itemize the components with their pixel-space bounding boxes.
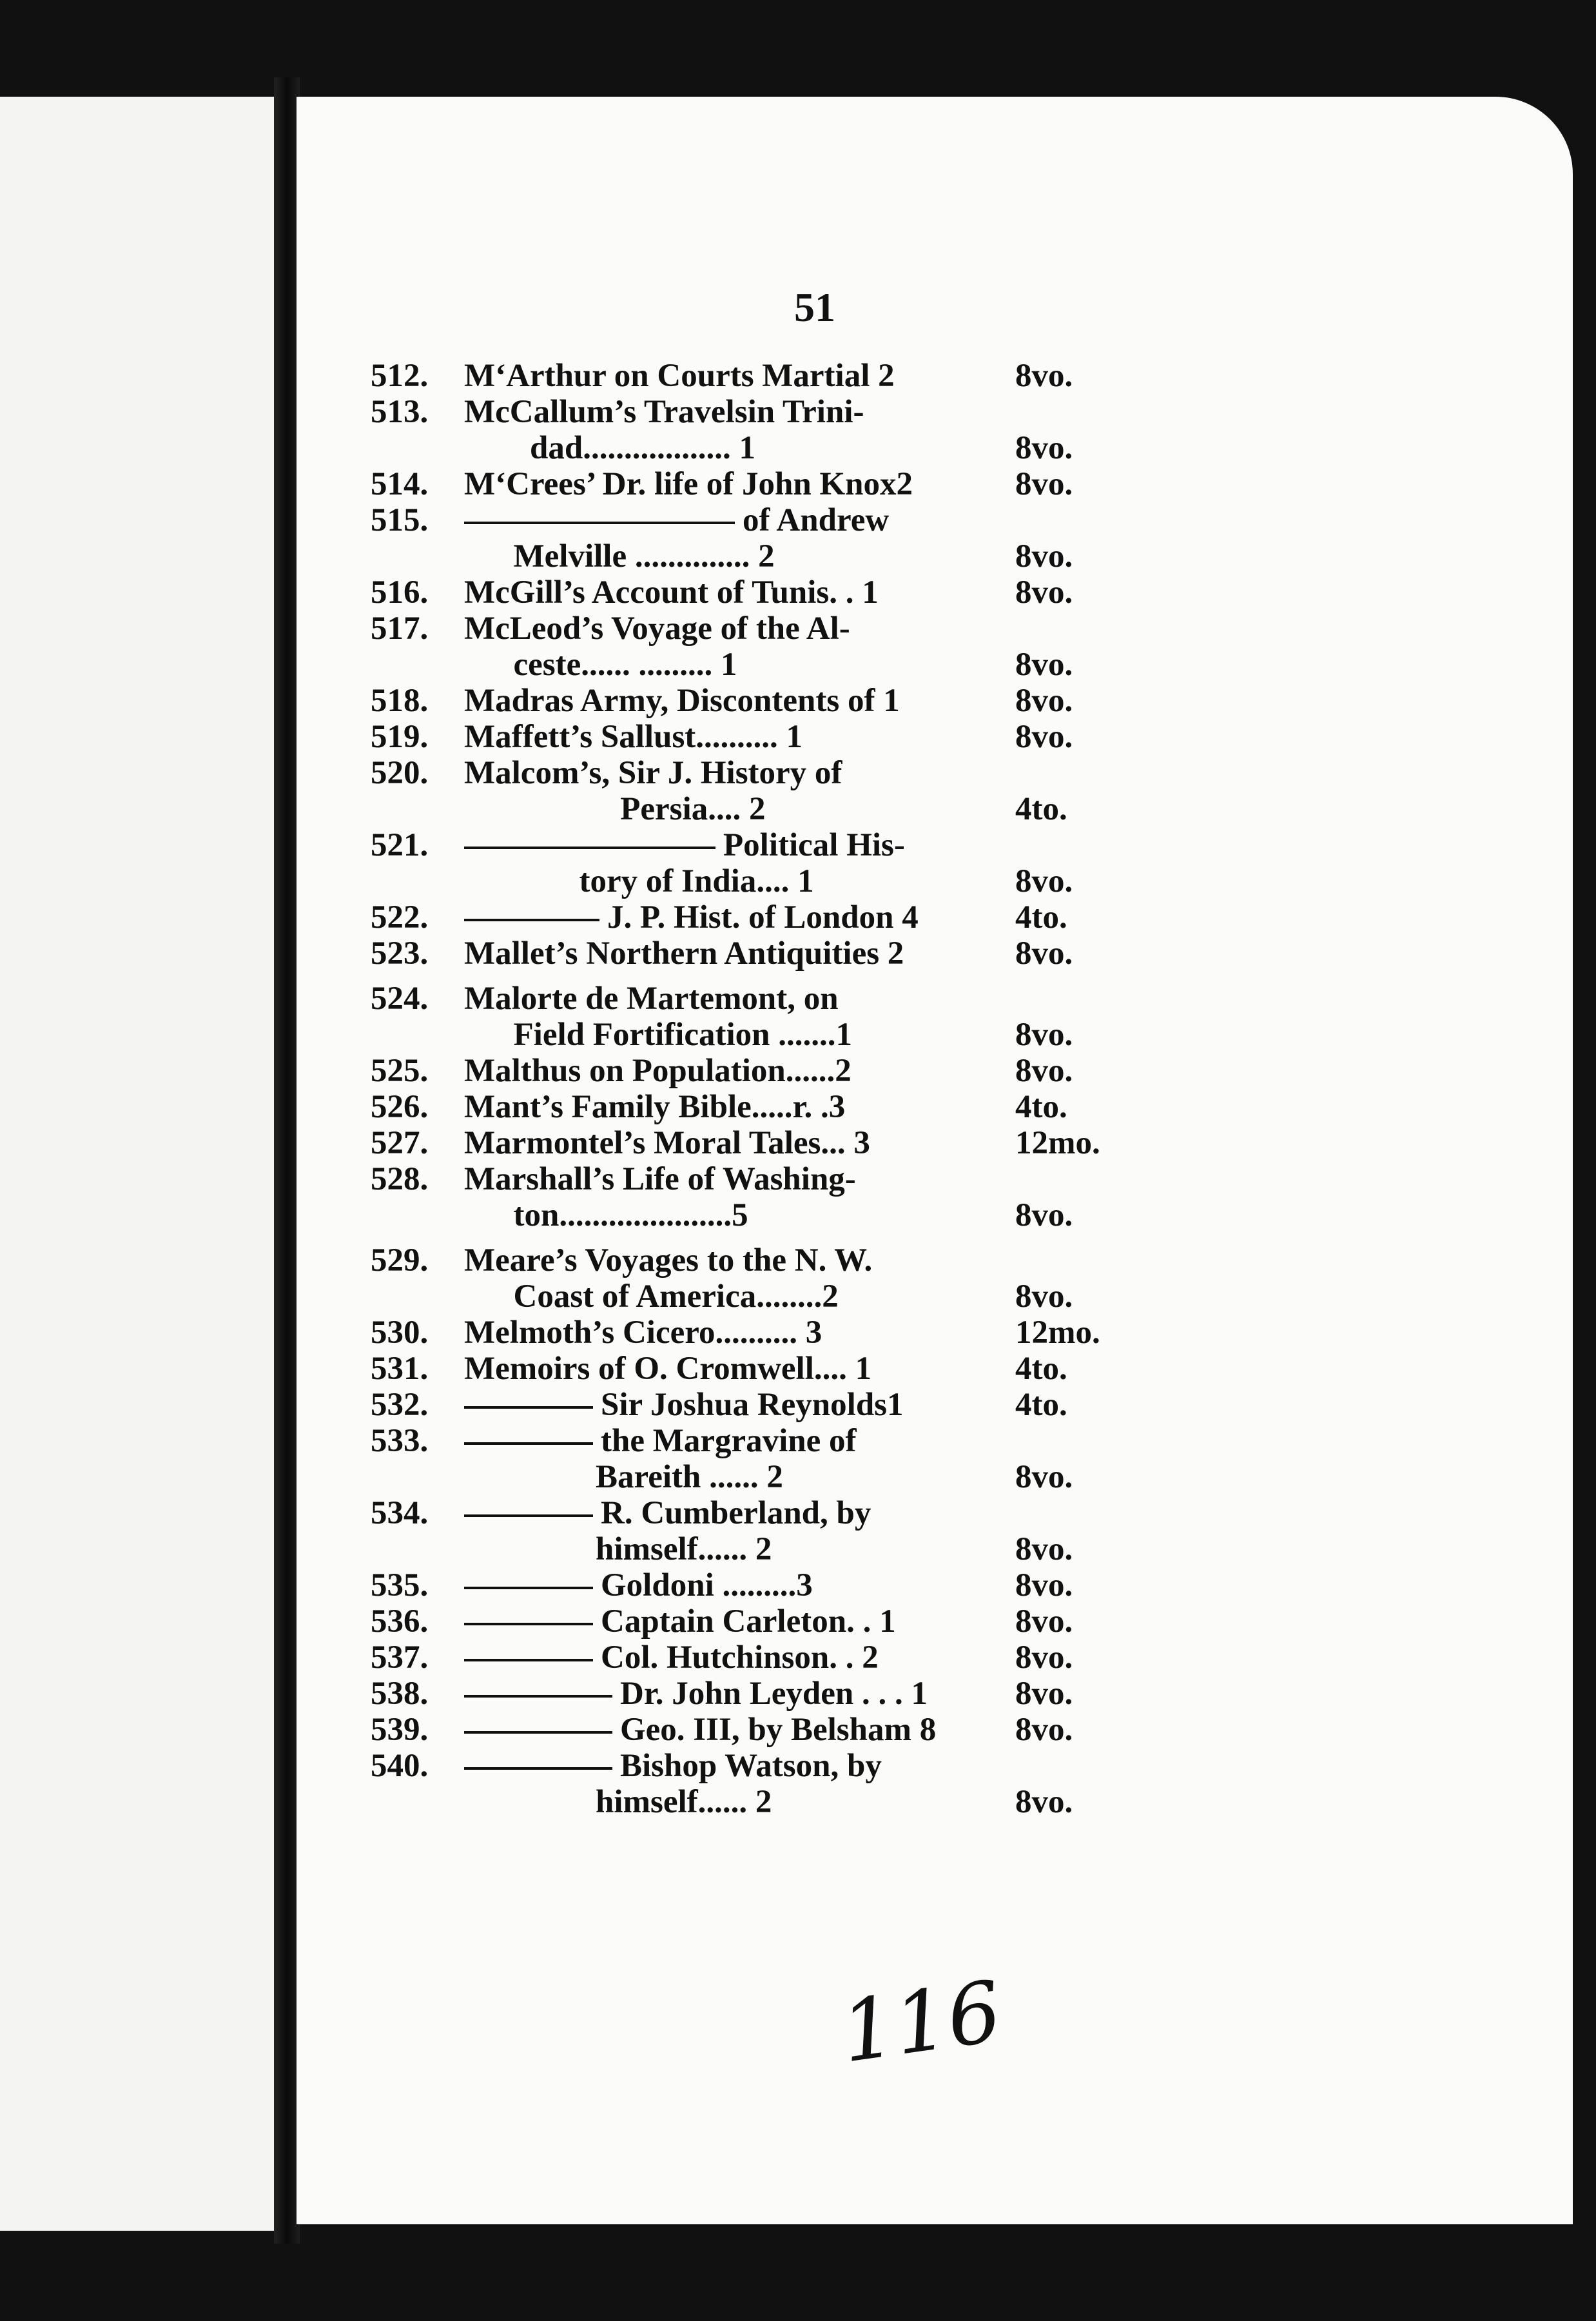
entry-format: 8vo. xyxy=(1015,1017,1073,1053)
entry-title-text: J. P. Hist. of London 4 xyxy=(607,899,919,935)
entry-format xyxy=(1009,502,1105,538)
entry-format xyxy=(1009,981,1105,1017)
entry-number: 519. xyxy=(371,719,429,755)
ditto-rule xyxy=(464,919,599,921)
entry-title-text: M‘Crees’ Dr. life of John Knox2 xyxy=(464,466,913,502)
entry-format: 8vo. xyxy=(1015,863,1073,899)
entry-number: 537. xyxy=(371,1640,429,1676)
entry-format: 8vo. xyxy=(1015,647,1073,683)
catalog-entry xyxy=(371,1712,1105,1748)
entry-title-text: himself...... 2 xyxy=(464,1784,772,1820)
entry-format xyxy=(1009,1423,1105,1459)
catalog-entry xyxy=(371,683,1105,719)
entry-title xyxy=(464,1459,1009,1495)
entry-title xyxy=(464,1676,1009,1712)
catalog-entry xyxy=(371,1423,1105,1459)
entry-title xyxy=(464,647,1009,683)
entry-format xyxy=(1009,1495,1105,1531)
catalog-entry xyxy=(371,1351,1105,1387)
entry-number: 530. xyxy=(371,1315,429,1351)
entry-title xyxy=(464,1712,1009,1748)
entry-format: 8vo. xyxy=(1015,719,1073,755)
ditto-rule xyxy=(464,1587,593,1589)
entry-title-text: Marmontel’s Moral Tales... 3 xyxy=(464,1125,870,1161)
entry-format: 4to. xyxy=(1015,791,1067,827)
catalog-entry xyxy=(371,1161,1105,1197)
entry-title-text: the Margravine of xyxy=(601,1423,857,1459)
entry-format xyxy=(1009,755,1105,791)
entry-number: 528. xyxy=(371,1161,429,1197)
entry-format: 4to. xyxy=(1015,1387,1067,1423)
entry-format: 8vo. xyxy=(1015,935,1073,972)
entry-title-text: Madras Army, Discontents of 1 xyxy=(464,683,900,719)
entry-format: 8vo. xyxy=(1015,358,1073,394)
entry-number: 516. xyxy=(371,574,429,611)
entry-format: 8vo. xyxy=(1015,538,1073,574)
entry-title xyxy=(464,1161,1009,1197)
catalog-entry xyxy=(371,755,1105,791)
entry-number: 540. xyxy=(371,1748,429,1784)
entry-title-text: dad.................. 1 xyxy=(464,430,755,466)
entry-number: 529. xyxy=(371,1242,429,1278)
entry-number: 538. xyxy=(371,1676,429,1712)
entry-title-text: Dr. John Leyden . . . 1 xyxy=(620,1676,928,1712)
catalog-entry xyxy=(371,502,1105,538)
catalog-entry xyxy=(371,538,1105,574)
entry-format xyxy=(1009,827,1105,863)
entry-title-text: McGill’s Account of Tunis. . 1 xyxy=(464,574,879,611)
ditto-rule xyxy=(464,1767,612,1770)
entry-title xyxy=(464,1197,1009,1233)
catalog-entry xyxy=(371,1748,1105,1784)
entry-number: 533. xyxy=(371,1423,429,1459)
entry-number: 513. xyxy=(371,394,429,430)
entry-title xyxy=(464,719,1009,755)
entry-title xyxy=(464,358,1009,394)
entry-title-text: Melmoth’s Cicero.......... 3 xyxy=(464,1315,822,1351)
ditto-rule xyxy=(464,1514,593,1517)
entry-title xyxy=(464,1531,1009,1567)
entry-title xyxy=(464,1351,1009,1387)
entry-number: 517. xyxy=(371,611,429,647)
entry-title-text: ceste...... ......... 1 xyxy=(464,647,737,683)
entry-format xyxy=(1009,1748,1105,1784)
ditto-rule xyxy=(464,522,735,524)
catalog-entry xyxy=(371,1603,1105,1640)
facing-page xyxy=(0,97,274,2231)
catalog-entry xyxy=(371,358,1105,394)
catalog-entry xyxy=(371,1531,1105,1567)
ditto-rule xyxy=(464,1623,593,1625)
entry-title-text: R. Cumberland, by xyxy=(601,1495,871,1531)
entry-number: 518. xyxy=(371,683,429,719)
entry-title xyxy=(464,611,1009,647)
entry-title xyxy=(464,1053,1009,1089)
ditto-rule xyxy=(464,1406,593,1409)
entry-title-text: Bishop Watson, by xyxy=(620,1748,882,1784)
entry-title xyxy=(464,1784,1009,1820)
catalog-entry xyxy=(371,1315,1105,1351)
ditto-rule xyxy=(464,1442,593,1445)
entry-format: 4to. xyxy=(1015,1089,1067,1125)
entry-title-text: Goldoni .........3 xyxy=(601,1567,813,1603)
catalog-entry xyxy=(371,647,1105,683)
entry-title xyxy=(464,683,1009,719)
catalog-entry xyxy=(371,791,1105,827)
catalog-entry xyxy=(371,394,1105,430)
entry-title xyxy=(464,1640,1009,1676)
entry-format: 8vo. xyxy=(1015,1784,1073,1820)
entry-title xyxy=(464,1495,1009,1531)
entry-title-text: tory of India.... 1 xyxy=(464,863,814,899)
entry-title-text: Maffett’s Sallust.......... 1 xyxy=(464,719,803,755)
entry-title xyxy=(464,430,1009,466)
entry-title xyxy=(464,1423,1009,1459)
catalog-entry xyxy=(371,1495,1105,1531)
entry-title-text: Bareith ...... 2 xyxy=(464,1459,783,1495)
entry-number: 512. xyxy=(371,358,429,394)
entry-title xyxy=(464,502,1009,538)
entry-number: 527. xyxy=(371,1125,429,1161)
catalog-list xyxy=(371,358,1105,1820)
entry-title xyxy=(464,1278,1009,1315)
entry-number: 536. xyxy=(371,1603,429,1640)
entry-format: 8vo. xyxy=(1015,466,1073,502)
catalog-entry xyxy=(371,430,1105,466)
catalog-entry xyxy=(371,899,1105,935)
catalog-entry xyxy=(371,1197,1105,1233)
entry-title-text: Malthus on Population......2 xyxy=(464,1053,852,1089)
entry-title xyxy=(464,1387,1009,1423)
catalog-entry xyxy=(371,1125,1105,1161)
entry-number: 539. xyxy=(371,1712,429,1748)
entry-title-text: M‘Arthur on Courts Martial 2 xyxy=(464,358,895,394)
entry-title-text: Melville .............. 2 xyxy=(464,538,775,574)
catalog-entry xyxy=(371,1459,1105,1495)
entry-title-text: Sir Joshua Reynolds1 xyxy=(601,1387,904,1423)
entry-title-text: McLeod’s Voyage of the Al- xyxy=(464,611,850,647)
catalog-entry xyxy=(371,1053,1105,1089)
entry-title-text: Mallet’s Northern Antiquities 2 xyxy=(464,935,904,972)
entry-number: 532. xyxy=(371,1387,429,1423)
ditto-rule xyxy=(464,1695,612,1698)
entry-title-text: Coast of America........2 xyxy=(464,1278,839,1315)
entry-format: 8vo. xyxy=(1015,574,1073,611)
page-number: 51 xyxy=(794,284,835,330)
catalog-entry xyxy=(371,574,1105,611)
entry-title-text: Geo. III, by Belsham 8 xyxy=(620,1712,937,1748)
entry-number: 520. xyxy=(371,755,429,791)
handwritten-annotation: 116 xyxy=(835,1962,1007,2082)
entry-format: 8vo. xyxy=(1015,1603,1073,1640)
entry-title-text: Captain Carleton. . 1 xyxy=(601,1603,896,1640)
catalog-entry xyxy=(371,863,1105,899)
entry-title-text: Field Fortification .......1 xyxy=(464,1017,852,1053)
catalog-entry xyxy=(371,935,1105,972)
entry-title-text: Political His- xyxy=(723,827,905,863)
catalog-entry xyxy=(371,1017,1105,1053)
entry-format: 8vo. xyxy=(1015,1459,1073,1495)
catalog-entry xyxy=(371,611,1105,647)
catalog-entry xyxy=(371,1640,1105,1676)
entry-title xyxy=(464,1089,1009,1125)
entry-format: 8vo. xyxy=(1015,683,1073,719)
entry-title-text: Marshall’s Life of Washing- xyxy=(464,1161,856,1197)
entry-format: 8vo. xyxy=(1015,1640,1073,1676)
entry-title xyxy=(464,466,1009,502)
entry-title xyxy=(464,1242,1009,1278)
entry-format: 8vo. xyxy=(1015,430,1073,466)
entry-title-text: Malorte de Martemont, on xyxy=(464,981,839,1017)
entry-format: 8vo. xyxy=(1015,1531,1073,1567)
entry-number: 525. xyxy=(371,1053,429,1089)
entry-title xyxy=(464,863,1009,899)
book-gutter xyxy=(274,77,300,2244)
entry-title xyxy=(464,1567,1009,1603)
entry-number: 523. xyxy=(371,935,429,972)
catalog-entry xyxy=(371,466,1105,502)
entry-title xyxy=(464,574,1009,611)
entry-format: 12mo. xyxy=(1015,1125,1100,1161)
catalog-entry xyxy=(371,1676,1105,1712)
entry-number: 535. xyxy=(371,1567,429,1603)
entry-title xyxy=(464,935,1009,972)
entry-format: 8vo. xyxy=(1015,1712,1073,1748)
entry-number: 521. xyxy=(371,827,429,863)
entry-format: 4to. xyxy=(1015,1351,1067,1387)
entry-format: 8vo. xyxy=(1015,1053,1073,1089)
catalog-entry xyxy=(371,719,1105,755)
ditto-rule xyxy=(464,1731,612,1734)
catalog-entry xyxy=(371,1242,1105,1278)
entry-title-text: Malcom’s, Sir J. History of xyxy=(464,755,842,791)
entry-title xyxy=(464,1125,1009,1161)
catalog-entry xyxy=(371,1784,1105,1820)
catalog-entry xyxy=(371,1089,1105,1125)
entry-format xyxy=(1009,1161,1105,1197)
entry-title xyxy=(464,791,1009,827)
entry-number: 522. xyxy=(371,899,429,935)
entry-format: 12mo. xyxy=(1015,1315,1100,1351)
entry-title xyxy=(464,981,1009,1017)
entry-title-text: of Andrew xyxy=(743,502,890,538)
entry-number: 531. xyxy=(371,1351,429,1387)
entry-number: 526. xyxy=(371,1089,429,1125)
entry-title xyxy=(464,538,1009,574)
entry-format: 8vo. xyxy=(1015,1567,1073,1603)
entry-title xyxy=(464,827,1009,863)
entry-title xyxy=(464,899,1009,935)
catalog-entry xyxy=(371,1387,1105,1423)
entry-title-text: ton.....................5 xyxy=(464,1197,748,1233)
catalog-entry xyxy=(371,981,1105,1017)
entry-format xyxy=(1009,611,1105,647)
entry-title xyxy=(464,394,1009,430)
ditto-rule xyxy=(464,847,715,849)
entry-title-text: Persia.... 2 xyxy=(464,791,766,827)
catalog-entry xyxy=(371,827,1105,863)
entry-format: 8vo. xyxy=(1015,1278,1073,1315)
entry-title xyxy=(464,1017,1009,1053)
ditto-rule xyxy=(464,1659,593,1661)
entry-title-text: Meare’s Voyages to the N. W. xyxy=(464,1242,873,1278)
entry-format xyxy=(1009,1242,1105,1278)
entry-title-text: Mant’s Family Bible.....r. .3 xyxy=(464,1089,846,1125)
entry-number: 515. xyxy=(371,502,429,538)
entry-title-text: Col. Hutchinson. . 2 xyxy=(601,1640,879,1676)
catalog-entry xyxy=(371,1567,1105,1603)
entry-title xyxy=(464,1748,1009,1784)
entry-number: 514. xyxy=(371,466,429,502)
entry-format: 8vo. xyxy=(1015,1676,1073,1712)
entry-format: 4to. xyxy=(1015,899,1067,935)
entry-title-text: Memoirs of O. Cromwell.... 1 xyxy=(464,1351,872,1387)
entry-title-text: himself...... 2 xyxy=(464,1531,772,1567)
entry-format: 8vo. xyxy=(1015,1197,1073,1233)
entry-title xyxy=(464,1603,1009,1640)
entry-number: 534. xyxy=(371,1495,429,1531)
entry-title xyxy=(464,1315,1009,1351)
catalog-entry xyxy=(371,1278,1105,1315)
entry-title-text: McCallum’s Travelsin Trini- xyxy=(464,394,864,430)
entry-number: 524. xyxy=(371,981,429,1017)
entry-format xyxy=(1009,394,1105,430)
entry-title xyxy=(464,755,1009,791)
